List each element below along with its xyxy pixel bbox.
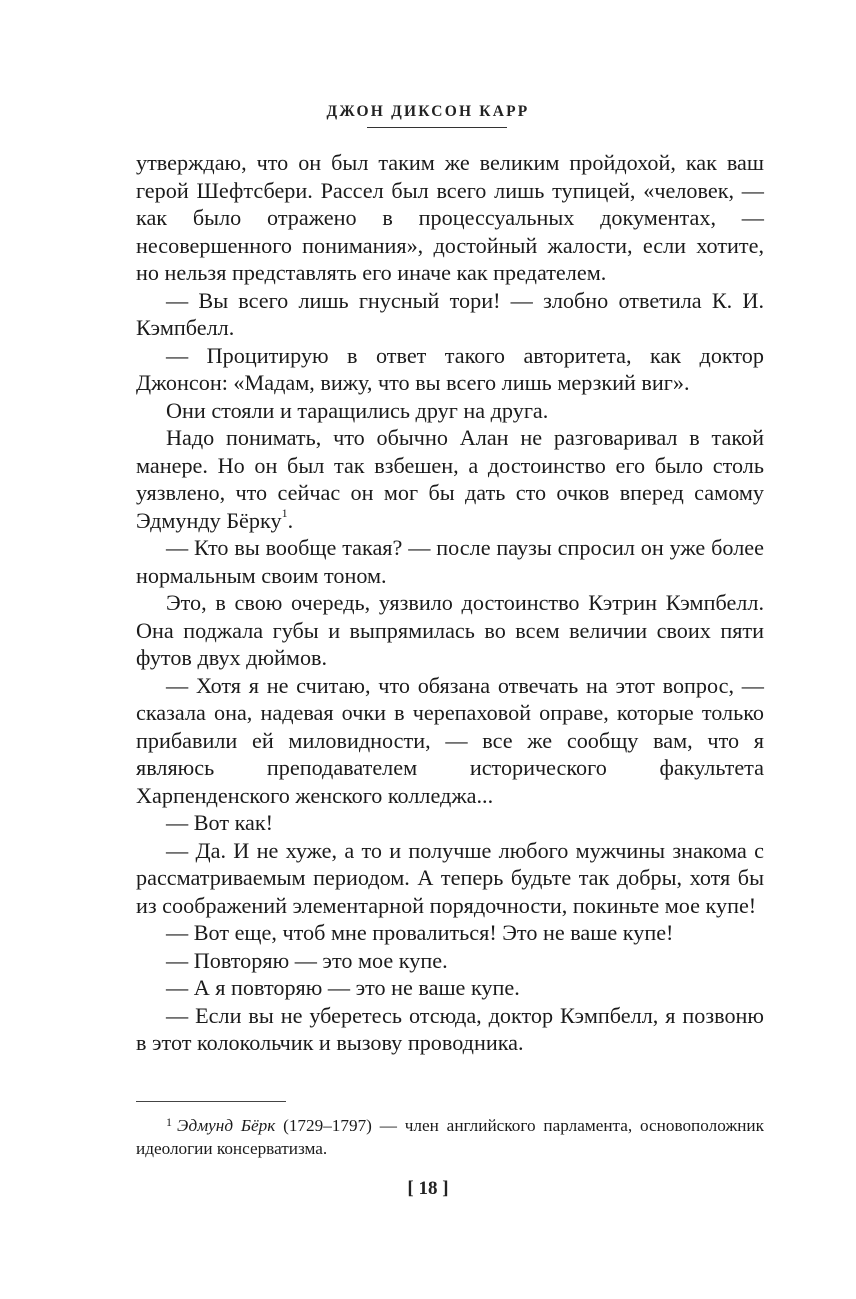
- running-header: ДЖОН ДИКСОН КАРР: [326, 103, 530, 120]
- paragraph: Это, в свою очередь, уязвило достоинство Кэтрин Кэмпбелл. Она поджала губы и выпрямилась во всем величии своих пяти футов двух дюймов.: [136, 590, 764, 670]
- paragraph-text: Надо понимать, что обычно Алан не разговаривал в такой манере. Но он был так взбешен, а достоинство его было столь уязвлено, что сейчас он мог бы дать сто очков вперед самому Эдмунду Бёрку: [136, 425, 764, 533]
- paragraph: — Повторяю — это мое купе.: [166, 947, 448, 973]
- page-number: [ 18 ]: [407, 1178, 449, 1199]
- paragraph-end: .: [287, 507, 294, 533]
- paragraph-with-footnote: [136, 424, 764, 534]
- body-text: [136, 149, 764, 1057]
- footnote-reference[interactable]: 1: [281, 506, 288, 521]
- footnote-rule: [136, 1101, 286, 1102]
- paragraph: — Вот еще, чтоб мне провалиться! Это не ваше купе!: [166, 920, 674, 945]
- paragraph: — А я повторяю — это не ваше купе.: [166, 975, 520, 1000]
- header-rule: [367, 127, 507, 128]
- footnote-marker: 1: [166, 1115, 172, 1129]
- paragraph: — Вы всего лишь гнусный тори! — злобно ответила К. И. Кэмпбелл.: [136, 287, 764, 340]
- paragraph: — Хотя я не считаю, что обязана отвечать на этот вопрос, — сказала она, надевая очки в черепаховой оправе, которые только прибавили ей миловидности, — все же сообщу вам, что я являюсь преподавателем исторического факультета Харпенденского женского колледжа...: [136, 672, 764, 808]
- paragraph: — Да. И не хуже, а то и получше любого мужчины знакома с рассматриваемым периодом. А теперь будьте так добры, хотя бы из соображений элементарной порядочности, покиньте мое купе!: [136, 837, 764, 918]
- paragraph: — Если вы не уберетесь отсюда, доктор Кэмпбелл, я позвоню в этот колокольчик и вызову проводника.: [136, 1002, 764, 1055]
- footnote-name: Эдмунд Бёрк: [177, 1116, 276, 1135]
- footnote-text: (1729–1797) — член английского парламента, основоположник идеологии консерватизма.: [136, 1116, 764, 1158]
- paragraph: — Вот как!: [166, 810, 274, 835]
- footnote: [136, 1111, 764, 1160]
- paragraph: — Процитирую в ответ такого авторитета, как доктор Джонсон: «Мадам, вижу, что вы всего лишь мерзкий виг».: [136, 342, 764, 395]
- paragraph: — Кто вы вообще такая? — после паузы спросил он уже более нормальным своим тоном.: [136, 535, 764, 588]
- paragraph: Они стояли и таращились друг на друга.: [166, 397, 549, 423]
- paragraph: утверждаю, что он был таким же великим пройдохой, как ваш герой Шефтсбери. Рассел был всего лишь тупицей, «человек, — как было отражено в процессуальных документах, — несовершенного понимания», достойный жалости, если хотите, но нельзя представлять его иначе как предателем.: [136, 150, 764, 285]
